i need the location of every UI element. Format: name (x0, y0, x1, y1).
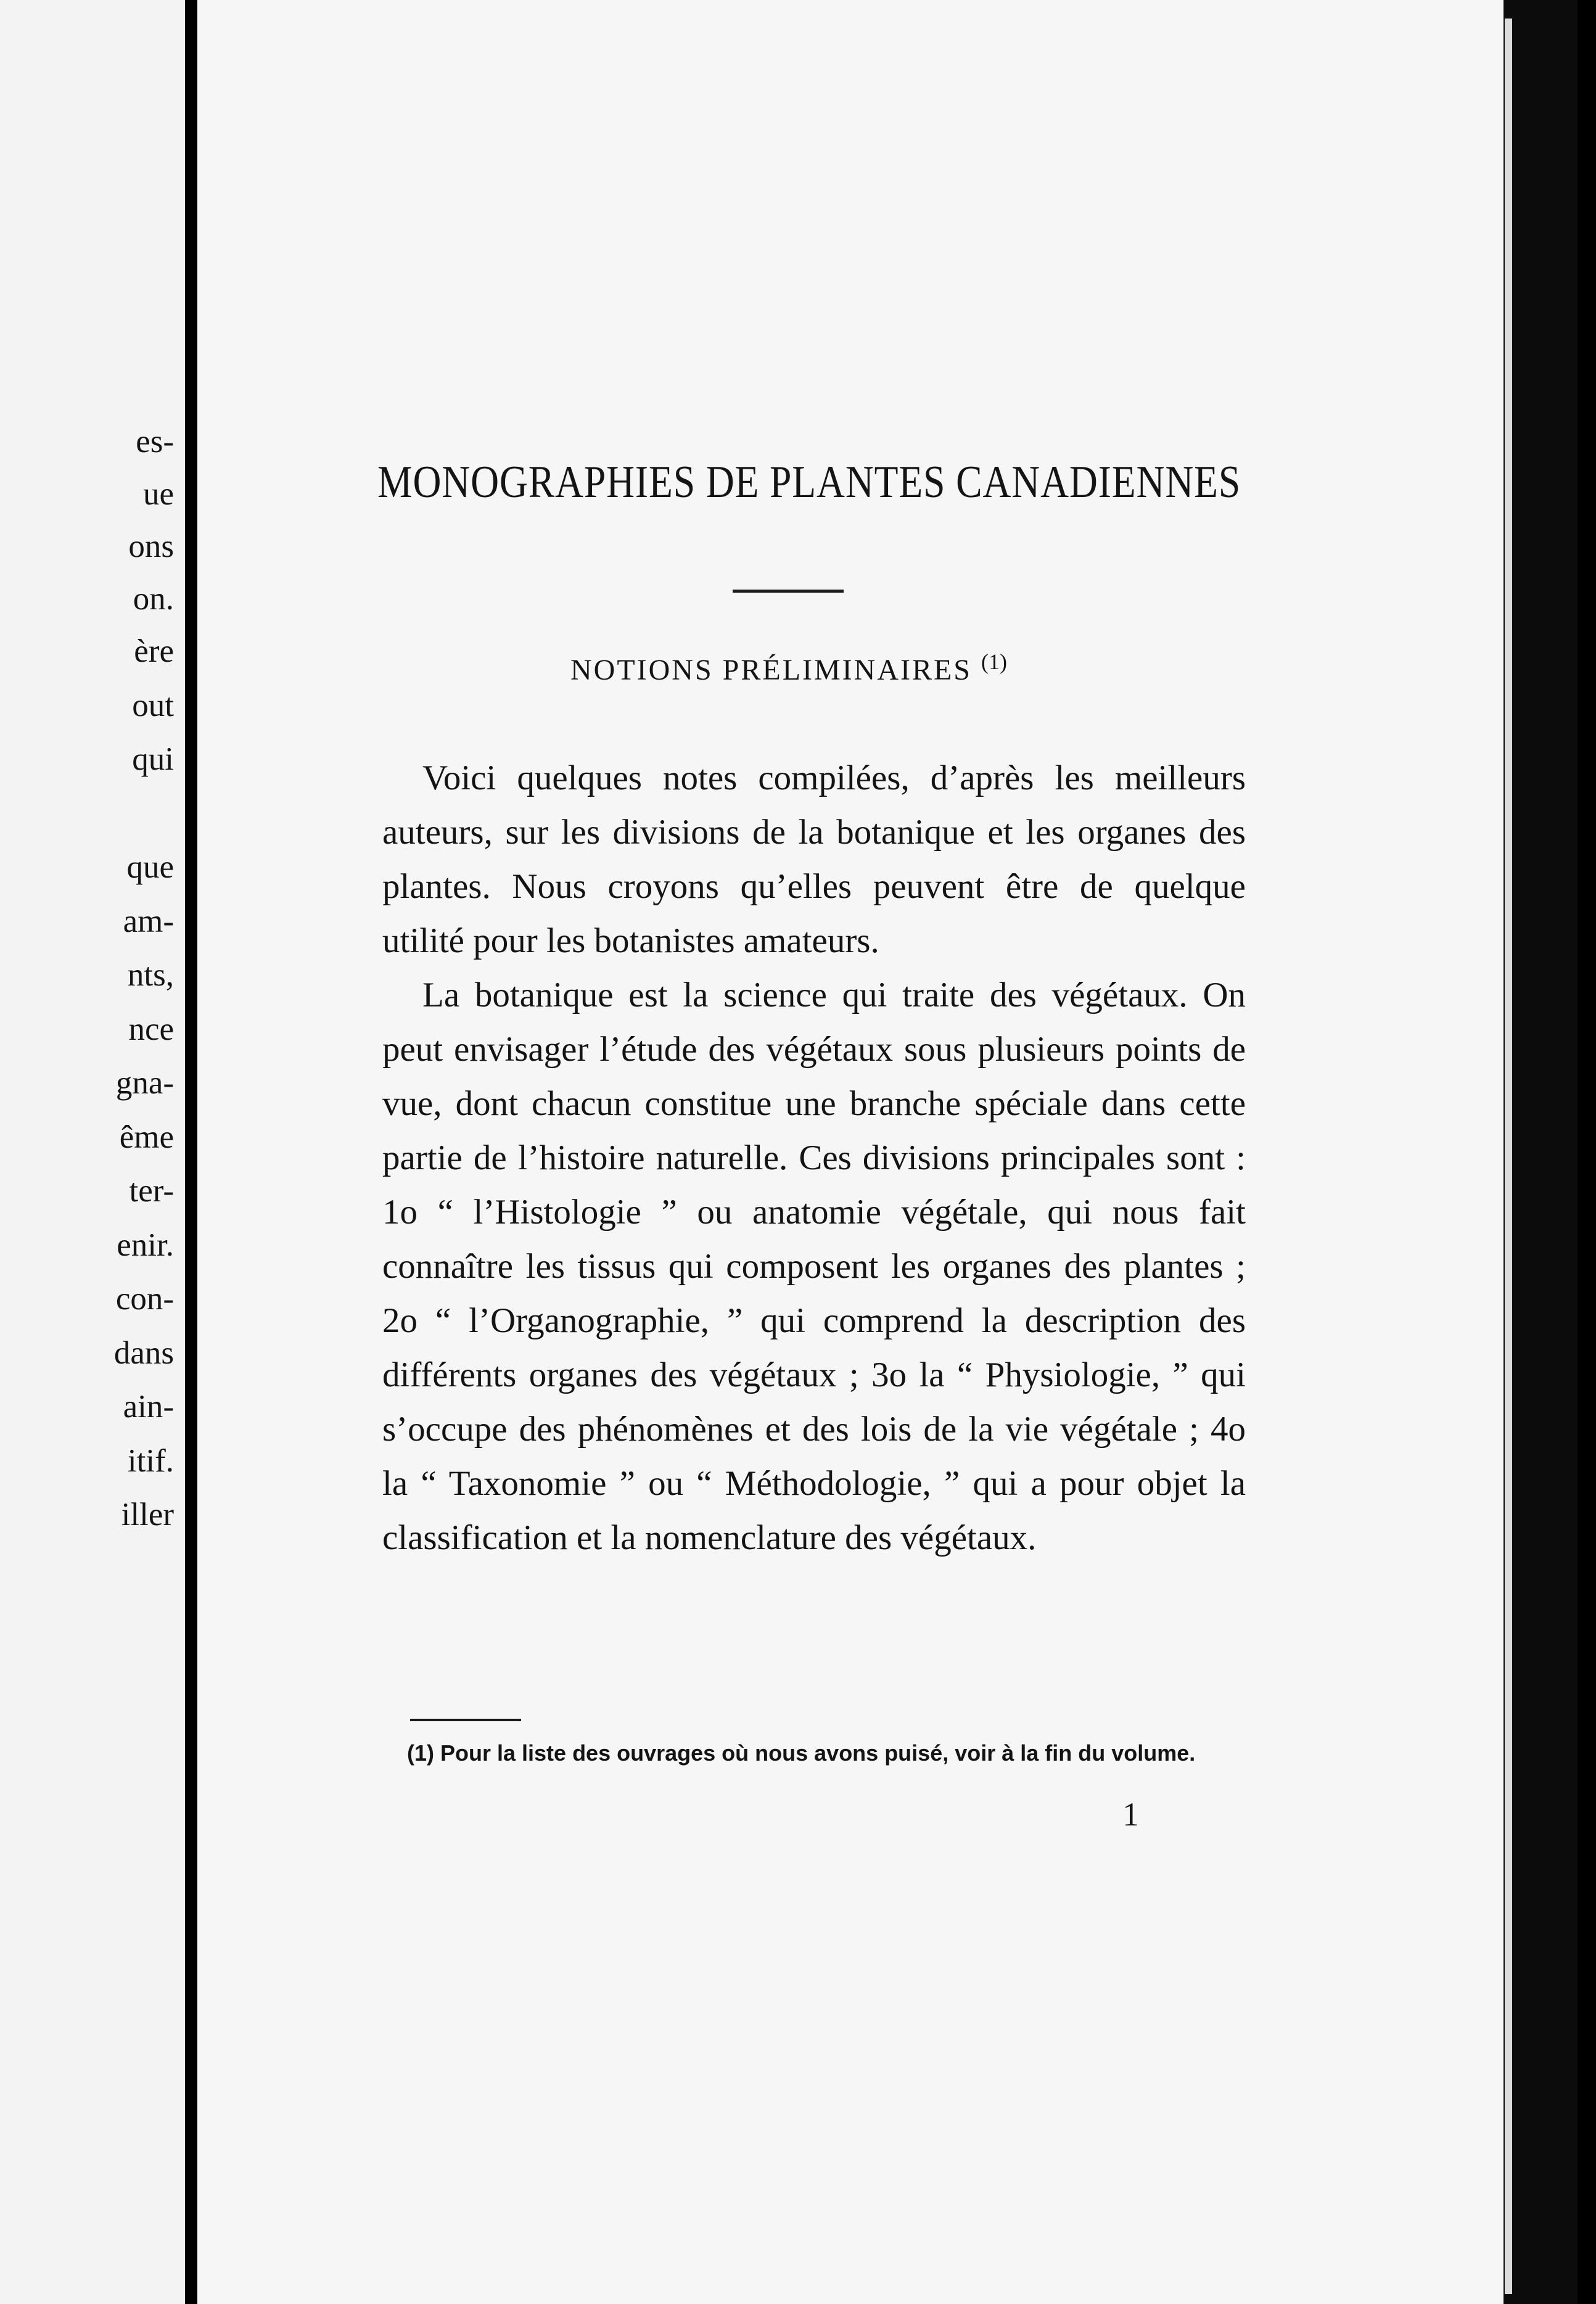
facing-page-line: itif. (127, 1443, 174, 1479)
page-edge-strip (1505, 19, 1512, 2294)
footnote: (1) Pour la liste des ouvrages où nous avons puisé, voir à la fin du volume. (407, 1740, 1196, 1766)
section-heading-text: NOTIONS PRÉLIMINAIRES (570, 654, 972, 686)
facing-page-line: iller (121, 1497, 174, 1533)
page-edge (1503, 0, 1577, 2304)
facing-page-line: ain- (123, 1389, 174, 1425)
section-heading (570, 651, 1310, 685)
facing-page-line: ême (119, 1119, 174, 1155)
paragraph: Voici quelques notes compilées, d’après les meilleurs auteurs, sur les divisions de la botanique et les organes des plantes. Nous croyons qu’elles peuvent être de quelque utilité pour les botanistes amateurs. (382, 759, 1246, 960)
facing-page-line: ter- (129, 1173, 174, 1209)
facing-page-line: enir. (117, 1227, 174, 1263)
facing-page-line: con- (115, 1281, 174, 1317)
footnote-divider (410, 1719, 521, 1721)
facing-page-line: nce (128, 1011, 174, 1047)
facing-page-line: nts, (127, 957, 174, 993)
facing-page-line: ons (128, 529, 174, 564)
facing-page-line: es- (136, 424, 174, 459)
facing-page-line: qui (132, 741, 174, 777)
title-divider (733, 590, 844, 593)
facing-page-line: gna- (115, 1065, 174, 1101)
facing-page-fragment (0, 0, 185, 2304)
facing-page-line: ue (142, 476, 174, 512)
facing-page-line: am- (123, 903, 174, 939)
facing-page-line: dans (113, 1335, 174, 1371)
page-title: MONOGRAPHIES DE PLANTES CANADIENNES (377, 457, 1241, 508)
paragraph: La botanique est la science qui traite des végétaux. On peut envisager l’étude des végétaux sous plusieurs points de vue, dont chacun constitue une branche spéciale dans cette partie de l’histoire naturelle. Ces divisions principales sont : 1o “ l’Histologie ” ou anatomie végétale, qui nous fait connaître les tissus qui composent les organes des plantes ; 2o “ l’Organographie, ” qui comprend la description des différents organes des végétaux ; 3o la “ Physiologie, ” qui s’occupe des phénomènes et des lois de la vie végétale ; 4o la “ Taxonomie ” ou “ Méthodologie, ” qui a pour objet la classification et la nomenclature des végétaux. (382, 976, 1246, 1557)
facing-page-line: on. (133, 581, 174, 617)
body-text (382, 751, 1246, 1565)
facing-page-line: ère (134, 633, 174, 669)
facing-page-line: que (126, 849, 174, 885)
facing-page-line: out (132, 688, 174, 723)
book-page (197, 0, 1503, 2304)
page-number: 1 (1122, 1796, 1139, 1833)
footnote-reference: (1) (981, 649, 1007, 674)
